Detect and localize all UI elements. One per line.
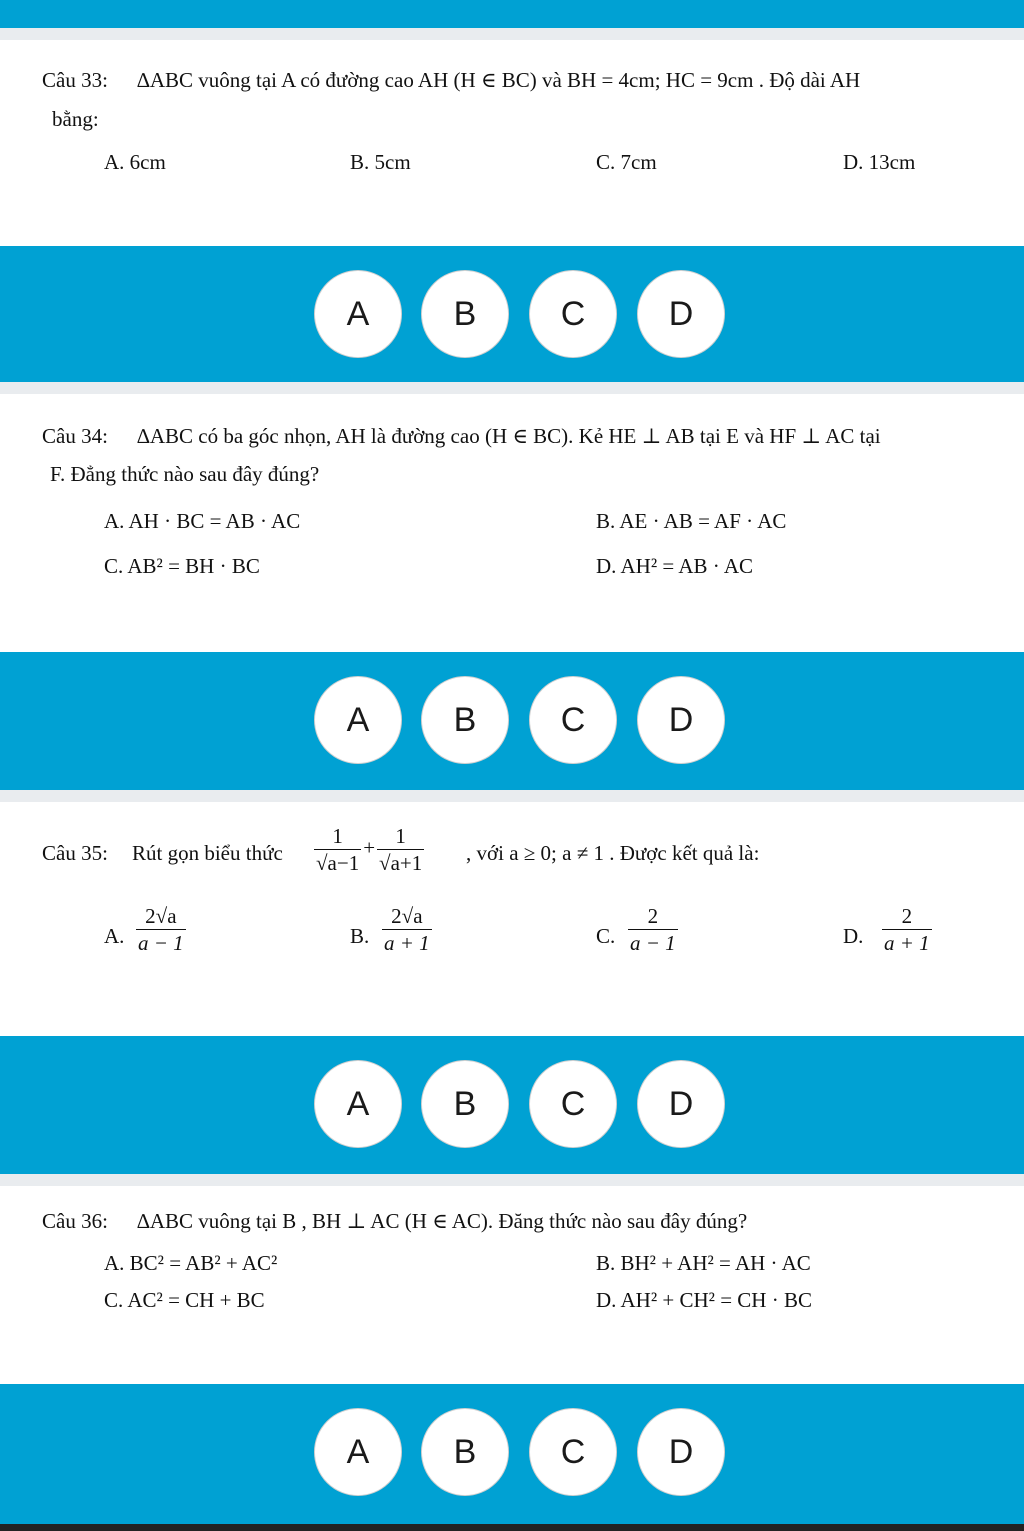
question-card-34 bbox=[0, 394, 1024, 652]
q35-option-b: $\frac{2√a}{a + 1}$ bbox=[384, 904, 430, 956]
q35-expression bbox=[312, 825, 426, 874]
q36-option-d: D. AH² + CH² = CH · BC bbox=[596, 1288, 812, 1312]
q34-option-c: C. AB² = BH · BC bbox=[104, 554, 260, 578]
q33-option-d: D. 13cm bbox=[843, 150, 916, 174]
q35-fraction-1: $\frac{1}{√a-1}$ bbox=[316, 824, 360, 876]
q35-text: Rút gọn biểu thức bbox=[132, 841, 283, 865]
answer-b-button[interactable]: B bbox=[421, 676, 509, 764]
q34-text-line2: F. Đẳng thức nào sau đây đúng? bbox=[50, 462, 320, 486]
q34-option-a: A. AH · BC = AB · AC bbox=[104, 509, 301, 533]
q35-option-d-label: D. bbox=[843, 924, 864, 948]
answer-d-button[interactable]: D bbox=[637, 1060, 725, 1148]
q33-option-a: A. 6cm bbox=[104, 150, 166, 174]
q34-label: Câu 34: bbox=[42, 424, 108, 448]
q35-option-a-label: A. bbox=[104, 924, 125, 948]
q34-option-b: B. AE · AB = AF · AC bbox=[596, 509, 787, 533]
q35-option-a: $\frac{2√a}{a - 1}$ bbox=[138, 904, 184, 956]
q34-text: ∆ABC có ba góc nhọn, AH là đường cao (H ∈ BC). Kẻ HE ⊥ AB tại E và HF ⊥ AC tại bbox=[137, 424, 881, 448]
answer-b-button[interactable]: B bbox=[421, 1060, 509, 1148]
question-card-35 bbox=[0, 802, 1024, 1036]
answer-a-button[interactable]: A bbox=[314, 270, 402, 358]
q36-option-c: C. AC² = CH + BC bbox=[104, 1288, 265, 1312]
answer-band-36 bbox=[0, 1384, 1024, 1524]
answer-c-button[interactable]: C bbox=[529, 1408, 617, 1496]
q35-fraction-2: $\frac{1}{√a+1}$ bbox=[379, 824, 423, 876]
answer-band-33 bbox=[0, 246, 1024, 382]
bottom-bar bbox=[0, 1524, 1024, 1531]
q35-option-c-label: C. bbox=[596, 924, 616, 948]
q36-label: Câu 36: bbox=[42, 1209, 108, 1233]
top-band bbox=[0, 0, 1024, 28]
question-card-33 bbox=[0, 40, 1024, 246]
q35-option-c: $\frac{2}{a - 1}$ bbox=[630, 904, 676, 956]
answer-d-button[interactable]: D bbox=[637, 676, 725, 764]
answer-d-button[interactable]: D bbox=[637, 1408, 725, 1496]
answer-a-button[interactable]: A bbox=[314, 1408, 402, 1496]
q33-text-line2: bằng: bbox=[52, 107, 99, 131]
answer-c-button[interactable]: C bbox=[529, 270, 617, 358]
answer-a-button[interactable]: A bbox=[314, 1060, 402, 1148]
q35-label: Câu 35: bbox=[42, 841, 108, 865]
q33-text: ∆ABC vuông tại A có đường cao AH (H ∈ BC) và BH = 4cm; HC = 9cm . Độ dài AH bbox=[137, 68, 861, 92]
question-card-36 bbox=[0, 1186, 1024, 1384]
q35-condition: , với a ≥ 0; a ≠ 1 . Được kết quả là: bbox=[466, 841, 760, 865]
q36-option-a: A. BC² = AB² + AC² bbox=[104, 1251, 278, 1275]
q33-label: Câu 33: bbox=[42, 68, 108, 92]
q35-option-d: $\frac{2}{a + 1}$ bbox=[884, 904, 930, 956]
q33-option-b: B. 5cm bbox=[350, 150, 411, 174]
q36-option-b: B. BH² + AH² = AH · AC bbox=[596, 1251, 811, 1275]
q35-option-b-label: B. bbox=[350, 924, 370, 948]
answer-c-button[interactable]: C bbox=[529, 1060, 617, 1148]
q36-text: ∆ABC vuông tại B , BH ⊥ AC (H ∈ AC). Đăng thức nào sau đây đúng? bbox=[137, 1209, 748, 1233]
q34-option-d: D. AH² = AB · AC bbox=[596, 554, 753, 578]
answer-band-34 bbox=[0, 652, 1024, 790]
answer-b-button[interactable]: B bbox=[421, 1408, 509, 1496]
q35-plus: + bbox=[363, 835, 376, 860]
answer-a-button[interactable]: A bbox=[314, 676, 402, 764]
answer-band-35 bbox=[0, 1036, 1024, 1174]
answer-d-button[interactable]: D bbox=[637, 270, 725, 358]
answer-c-button[interactable]: C bbox=[529, 676, 617, 764]
q33-option-c: C. 7cm bbox=[596, 150, 657, 174]
answer-b-button[interactable]: B bbox=[421, 270, 509, 358]
